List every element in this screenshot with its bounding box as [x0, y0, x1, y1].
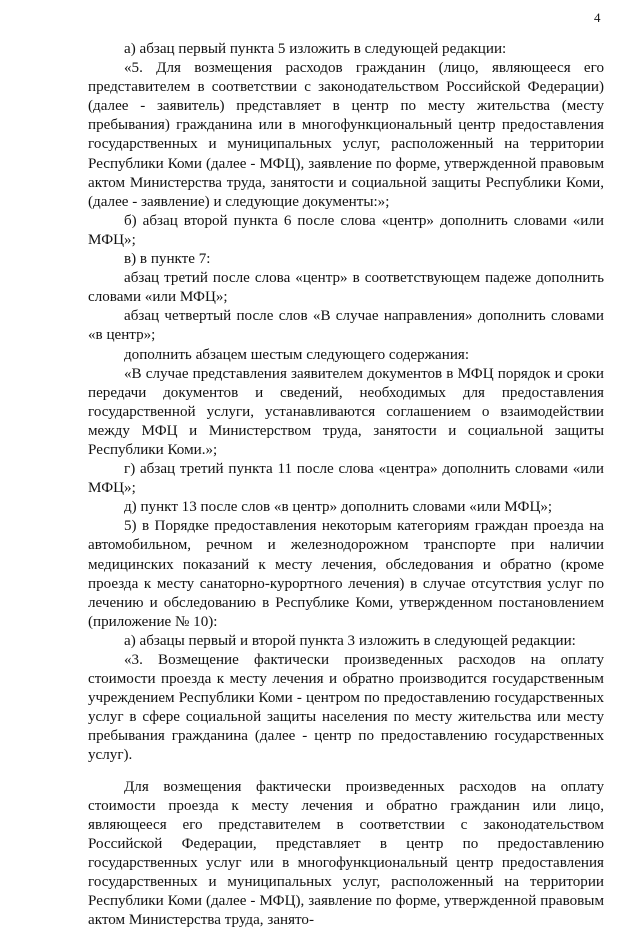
page-number: 4: [594, 10, 601, 25]
paragraph: а) абзацы первый и второй пункта 3 изложить в следующей редакции:: [124, 632, 576, 649]
paragraph: 5) в Порядке предоставления некоторым категориям граждан проезда на автомобильном, речном и железнодорожном транспорте при наличии медицинских показаний к месту лечения, обследования и обратно (кроме проезда к месту санаторно-курортного лечения) в случае отсутствия услуг по лечению и обследованию в Республике Коми, утвержденном постановлением (приложение № 10):: [88, 518, 604, 630]
paragraph: дополнить абзацем шестым следующего содержания:: [124, 346, 470, 363]
paragraph: в) в пункте 7:: [124, 251, 211, 268]
paragraph: г) абзац третий пункта 11 после слова «центра» дополнить словами «или МФЦ»;: [88, 461, 604, 497]
paragraph: «В случае представления заявителем документов в МФЦ порядок и сроки передачи документов и сведений, необходимых для предоставления государственной услуги, устанавливаются соглашением о взаимодействии между МФЦ и Министерством труда, занятости и социальной защиты Республики Коми.»;: [88, 365, 604, 458]
paragraph: б) абзац второй пункта 6 после слова «центр» дополнить словами «или МФЦ»;: [88, 212, 604, 248]
paragraph: «3. Возмещение фактически произведенных расходов на оплату стоимости проезда к месту лечения и обратно производится государственным учреждением Республики Коми - центром по предоставлению государственных услуг в сфере социальной защиты населения по месту жительства или месту пребывания гражданина (далее - центр по предоставлению государственных услуг).: [88, 652, 604, 764]
paragraph: а) абзац первый пункта 5 изложить в следующей редакции:: [124, 41, 507, 57]
paragraph: Для возмещения фактически произведенных расходов на оплату стоимости проезда к месту лечения и обратно гражданин или лицо, являющееся его представителем в соответствии с законодательством Российской Федерации, представляет в центр по предоставлению государственных услуг или в многофункциональный центр предоставления государственных и муниципальных услуг, расположенный на территории Республики Коми (далее - МФЦ), заявление по форме, утвержденной правовым актом Министерства труда, занято-: [88, 778, 604, 929]
paragraph: «5. Для возмещения расходов гражданин (лицо, являющееся его представителем в соответствии с законодательством Российской Федерации) (далее - заявитель) представляет в центр по месту жительства (месту пребывания) гражданина или в многофункциональный центр предоставления государственных и муниципальных услуг, расположенный на территории Республики Коми (далее - МФЦ), заявление по форме, утвержденной правовым актом Министерства труда, занятости и социальной защиты Республики Коми, (далее - заявление) и следующие документы:»;: [88, 60, 604, 210]
paragraph: д) пункт 13 после слов «в центр» дополнить словами «или МФЦ»;: [124, 499, 553, 516]
paragraph: абзац третий после слова «центр» в соответствующем падеже дополнить словами «или МФЦ»;: [88, 270, 604, 306]
document-body: [88, 40, 604, 930]
paragraph: абзац четвертый после слов «В случае направления» дополнить словами «в центр»;: [88, 308, 604, 344]
